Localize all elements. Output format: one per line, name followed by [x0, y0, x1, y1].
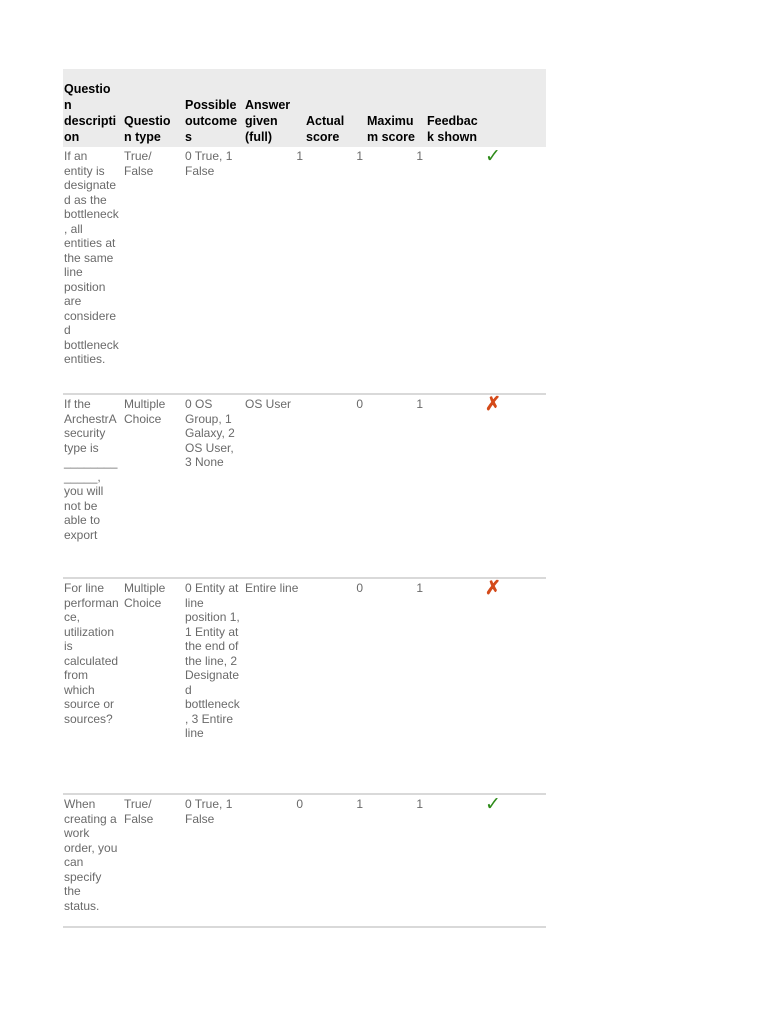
cross-icon: ✗: [485, 578, 501, 599]
answer-given: OS User: [245, 397, 292, 411]
header-answer-given: Answer given (full): [245, 98, 291, 144]
header-feedback-shown: Feedbac k shown: [427, 114, 478, 144]
table-row: [63, 147, 546, 395]
table-header: [63, 69, 546, 147]
question-description: When creating a work order, you can specify the status.: [64, 797, 118, 913]
maximum-score: 1: [416, 797, 423, 811]
header-possible-outcomes: Possible outcome s: [185, 98, 238, 144]
question-type: Multiple Choice: [124, 397, 166, 426]
header-question-description: Questio n descripti on: [64, 82, 117, 144]
possible-outcomes: 0 OS Group, 1 Galaxy, 2 OS User, 3 None: [185, 397, 235, 469]
header-question-type: Questio n type: [124, 114, 171, 144]
possible-outcomes: 0 True, 1 False: [185, 149, 233, 178]
answer-given: 1: [296, 149, 303, 163]
question-type: True/ False: [124, 149, 154, 178]
question-description: If an entity is designate d as the bottleneck , all entities at the same line position are considere d bottleneck entities.: [64, 149, 119, 366]
actual-score: 0: [356, 581, 363, 595]
checkmark-icon: ✓: [485, 146, 501, 167]
maximum-score: 1: [416, 581, 423, 595]
actual-score: 1: [356, 797, 363, 811]
header-actual-score: Actual score: [306, 114, 345, 144]
actual-score: 1: [356, 149, 363, 163]
possible-outcomes: 0 Entity at line position 1, 1 Entity at the end of the line, 2 Designate d bottleneck , 3 Entire line: [185, 581, 240, 740]
header-maximum-score: Maximu m score: [367, 114, 415, 144]
actual-score: 0: [356, 397, 363, 411]
quiz-results-table: [63, 69, 546, 928]
table-row: [63, 395, 546, 579]
cross-icon: ✗: [485, 394, 501, 415]
maximum-score: 1: [416, 149, 423, 163]
maximum-score: 1: [416, 397, 423, 411]
question-description: If the ArchestrA security type is ________ _____, you will not be able to export: [64, 397, 118, 542]
possible-outcomes: 0 True, 1 False: [185, 797, 233, 826]
answer-given: 0: [296, 797, 303, 811]
question-type: Multiple Choice: [124, 581, 166, 610]
checkmark-icon: ✓: [485, 794, 501, 815]
table-row: [63, 579, 546, 795]
table-row: [63, 795, 546, 928]
question-type: True/ False: [124, 797, 154, 826]
answer-given: Entire line: [245, 581, 299, 595]
question-description: For line performan ce, utilization is calculated from which source or sources?: [64, 581, 119, 726]
